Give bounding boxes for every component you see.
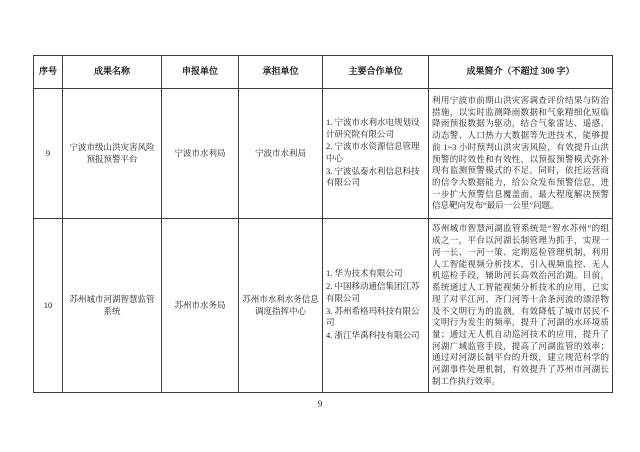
- partner-item: 2. 中国移动通信集团江苏有限公司: [326, 281, 420, 303]
- partner-item: 4. 浙江华禹科技有限公司: [326, 329, 420, 340]
- header-serial-number: 序号: [34, 56, 63, 89]
- cell-serial-number: 10: [34, 219, 63, 393]
- partner-item: 2. 宁波市水资源信息管理中心: [326, 141, 420, 163]
- header-achievement-name: 成果名称: [63, 56, 162, 89]
- table-header-row: [34, 56, 613, 89]
- cell-achievement-summary: 利用宁波市前期山洪灾害调查评价结果与防治措施，以实时监测降雨数据和气象精细化短临降雨预报数据为驱动，结合气象雷达、遥感、动态警、人口热力大数据等先进技术，能够提前 1~3 小时预判山洪灾害风险，有效提升山洪预警的时效性和有效性，以预报预警模式弥补现有监测预警模式的不足。同时，依托运营商的信令大数据能力，给公众发布预警信息，进一步扩大预警信息覆盖面，最大程度解决预警信息靶向发布“最后一公里”问题。: [429, 89, 613, 219]
- results-table: [33, 55, 613, 393]
- header-main-partners: 主要合作单位: [323, 56, 429, 89]
- cell-achievement-summary: 苏州城市智慧河湖监管系统是“智水苏州”的组成之一，平台以河湖长制管理为抓手，实现一河一长、一河一策、定期巡检管理机制，利用人工智能视频分析技术，引入视频监控、无人机巡检手段，辅助河长高效治河治湖。目前，系统通过人工智能视频分析技术的应用，已实现了对平江河、齐门河等十余条河流的漂浮物及不文明行为的监测，有效降低了城市居民不文明行为发生的频率，提升了河湖的水环境质量；通过无人机自动巡河技术的应用，提升了河湖广域监管手段，提高了河湖监管的效率；通过对河湖长制平台的升级，建立规范科学的河湖事件处理机制，有效提升了苏州市河湖长制工作执行效率。: [429, 219, 613, 393]
- cell-undertaking-unit: 苏州市水利水务信息调度指挥中心: [239, 219, 323, 393]
- cell-main-partners: [323, 219, 429, 393]
- partner-item: 1. 华为技术有限公司: [326, 268, 403, 279]
- table-row-9: [34, 89, 613, 219]
- header-declaring-unit: 申报单位: [162, 56, 239, 89]
- page-number: 9: [317, 399, 323, 409]
- partner-item: 1. 宁波市水利水电规划设计研究院有限公司: [326, 116, 420, 139]
- cell-achievement-name: 苏州城市河湖智慧监管系统: [63, 219, 162, 393]
- table-row-10: [34, 219, 613, 393]
- cell-achievement-name: 宁波市级山洪灾害风险预报预警平台: [63, 89, 162, 219]
- partner-item: 3. 苏州希格玛科技有限公司: [326, 305, 420, 328]
- cell-declaring-unit: 宁波市水利局: [162, 89, 239, 219]
- partner-item: 3. 宁波弘泰水利信息科技有限公司: [326, 165, 420, 188]
- header-undertaking-unit: 承担单位: [239, 56, 323, 89]
- cell-declaring-unit: 苏州市水务局: [162, 219, 239, 393]
- cell-serial-number: 9: [34, 89, 63, 219]
- cell-undertaking-unit: 宁波市水利局: [239, 89, 323, 219]
- cell-main-partners: [323, 89, 429, 219]
- header-achievement-summary: 成果简介（不超过 300 字）: [429, 56, 613, 89]
